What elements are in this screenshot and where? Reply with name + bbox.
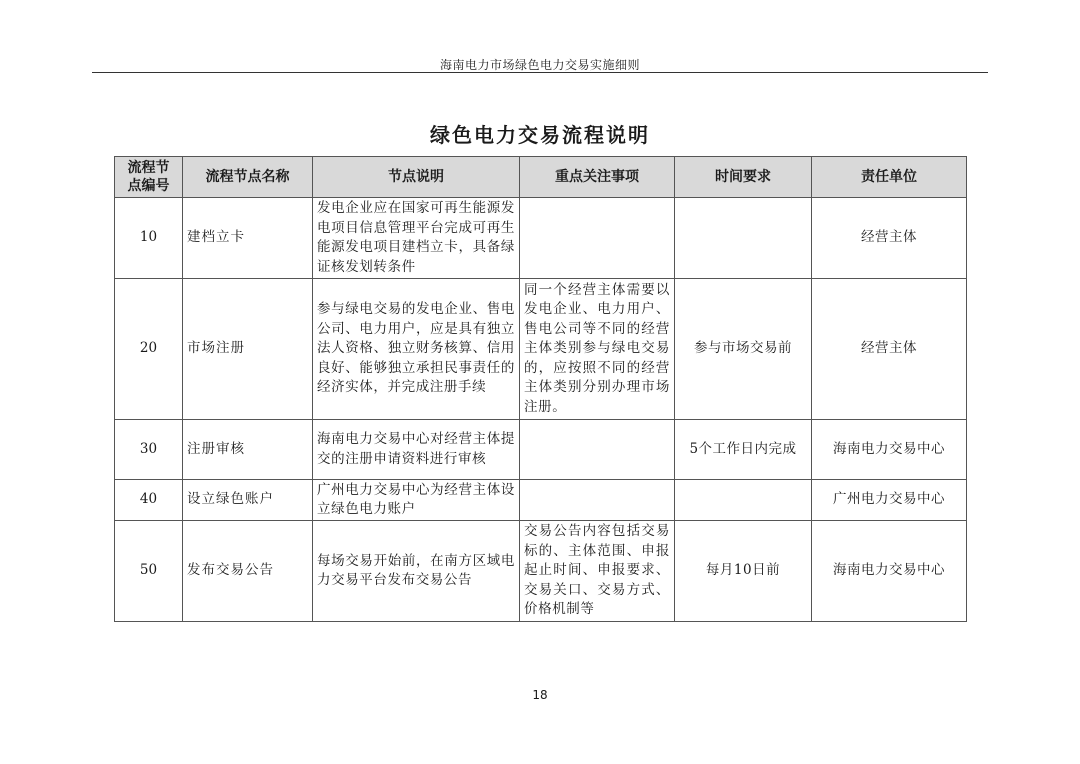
key-points-cell <box>520 198 675 279</box>
time-requirement-cell: 每月10日前 <box>675 521 812 622</box>
key-points-cell <box>520 420 675 480</box>
col-header-node-description: 节点说明 <box>313 157 520 198</box>
col-header-key-points: 重点关注事项 <box>520 157 675 198</box>
responsible-unit-cell: 经营主体 <box>812 279 967 420</box>
time-requirement-cell <box>675 480 812 521</box>
table-row <box>115 420 967 480</box>
node-id-cell: 30 <box>115 420 183 480</box>
node-description-cell: 每场交易开始前，在南方区域电力交易平台发布交易公告 <box>313 521 520 622</box>
key-points-cell <box>520 480 675 521</box>
responsible-unit-cell: 广州电力交易中心 <box>812 480 967 521</box>
node-id-cell: 50 <box>115 521 183 622</box>
table-row <box>115 198 967 279</box>
time-requirement-cell: 5个工作日内完成 <box>675 420 812 480</box>
col-header-node-id: 流程节点编号 <box>115 157 183 198</box>
time-requirement-cell <box>675 198 812 279</box>
node-id-cell: 10 <box>115 198 183 279</box>
node-description-cell: 海南电力交易中心对经营主体提交的注册申请资料进行审核 <box>313 420 520 480</box>
table-row <box>115 521 967 622</box>
node-name-cell: 设立绿色账户 <box>183 480 313 521</box>
responsible-unit-cell: 海南电力交易中心 <box>812 521 967 622</box>
time-requirement-cell: 参与市场交易前 <box>675 279 812 420</box>
node-id-cell: 20 <box>115 279 183 420</box>
key-points-cell: 同一个经营主体需要以发电企业、电力用户、售电公司等不同的经营主体类别参与绿电交易的，应按照不同的经营主体类别分别办理市场注册。 <box>520 279 675 420</box>
node-id-cell: 40 <box>115 480 183 521</box>
responsible-unit-cell: 海南电力交易中心 <box>812 420 967 480</box>
key-points-cell: 交易公告内容包括交易标的、主体范围、申报起止时间、申报要求、交易关口、交易方式、价格机制等 <box>520 521 675 622</box>
table-row <box>115 480 967 521</box>
node-name-cell: 建档立卡 <box>183 198 313 279</box>
responsible-unit-cell: 经营主体 <box>812 198 967 279</box>
process-table <box>114 156 967 622</box>
col-header-node-name: 流程节点名称 <box>183 157 313 198</box>
node-description-cell: 广州电力交易中心为经营主体设立绿色电力账户 <box>313 480 520 521</box>
page-title: 绿色电力交易流程说明 <box>430 123 650 147</box>
table-row <box>115 279 967 420</box>
col-header-responsible-unit: 责任单位 <box>812 157 967 198</box>
node-description-cell: 发电企业应在国家可再生能源发电项目信息管理平台完成可再生能源发电项目建档立卡，具备绿证核发划转条件 <box>313 198 520 279</box>
node-description-cell: 参与绿电交易的发电企业、售电公司、电力用户，应是具有独立法人资格、独立财务核算、信用良好、能够独立承担民事责任的经济实体，并完成注册手续 <box>313 279 520 420</box>
header-divider <box>92 72 988 73</box>
node-name-cell: 注册审核 <box>183 420 313 480</box>
table-header-row <box>115 157 967 198</box>
node-name-cell: 发布交易公告 <box>183 521 313 622</box>
page-number: 18 <box>532 688 548 702</box>
page-header: 海南电力市场绿色电力交易实施细则 <box>439 58 640 72</box>
node-name-cell: 市场注册 <box>183 279 313 420</box>
col-header-time-requirement: 时间要求 <box>675 157 812 198</box>
